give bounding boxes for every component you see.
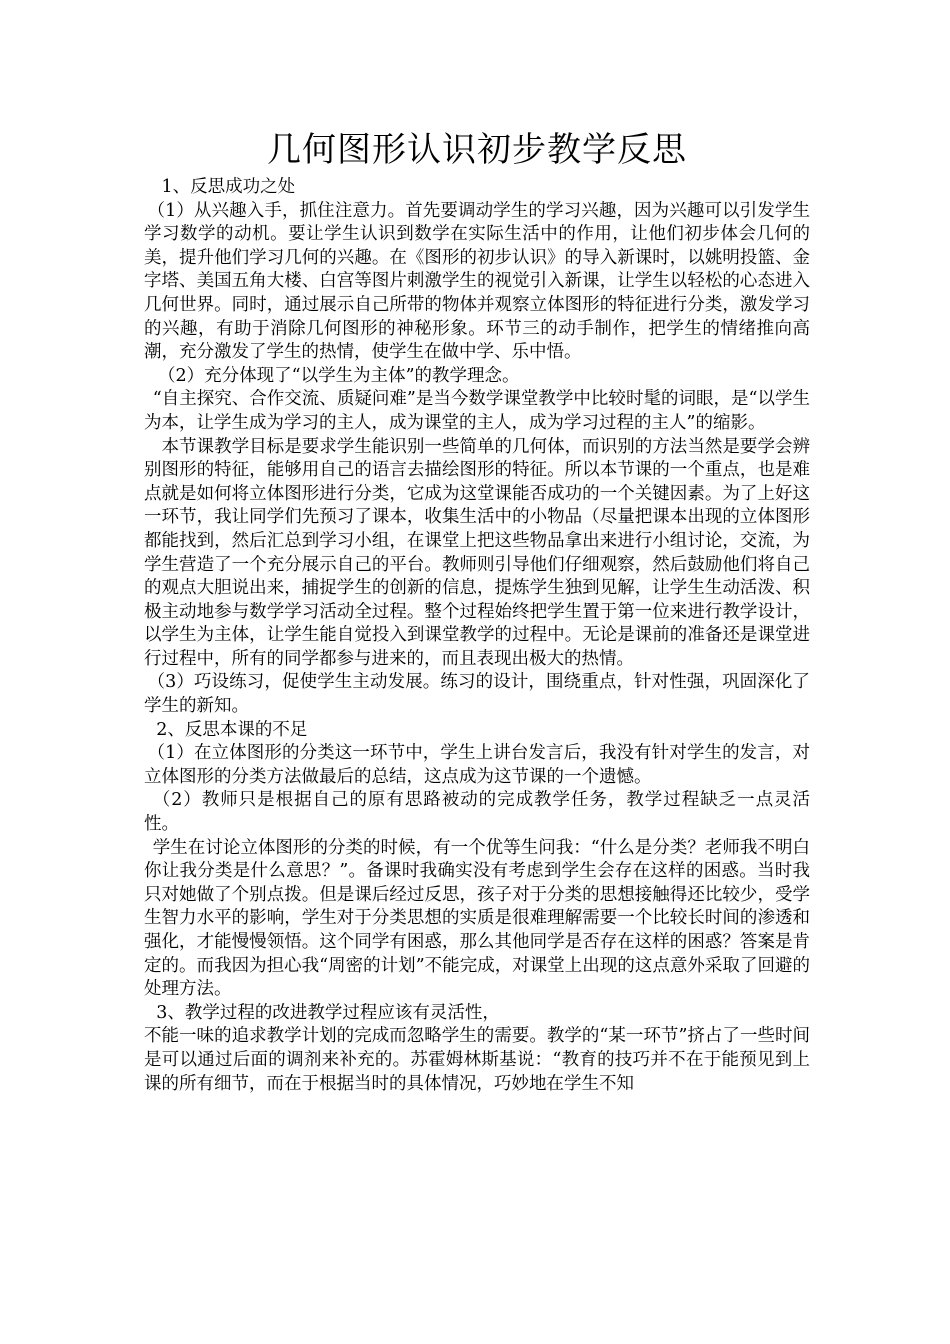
paragraph-4: “自主探究、合作交流、质疑问难”是当今数学课堂教学中比较时髦的词眼，是“以学生为本，让学生成为学习的主人，成为课堂的主人，成为学习过程的主人”的缩影。 [144,389,810,433]
paragraph-12: 不能一味的追求教学计划的完成而忽略学生的需要。教学的“某一环节”挤占了一些时间是可以通过后面的调剂来补充的。苏霍姆林斯基说：“教育的技巧并不在于能预见到上课的所有细节，而在于根据当时的具体情况，巧妙地在学生不知 [144,1026,810,1094]
paragraph-2: （1）从兴趣入手，抓住注意力。首先要调动学生的学习兴趣，因为兴趣可以引发学生学习数学的动机。要让学生认识到数学在实际生活中的作用，让他们初步体会几何的美，提升他们学习几何的兴趣。在《图形的初步认识》的导入新课时，以姚明投篮、金字塔、美国五角大楼、白宫等图片刺激学生的视觉引入新课，让学生以轻松的心态进入几何世界。同时，通过展示自己所带的物体并观察立体图形的特征进行分类，激发学习的兴趣，有助于消除几何图形的神秘形象。环节三的动手制作，把学生的情绪推向高潮，充分激发了学生的热情，使学生在做中学、乐中悟。 [144,200,810,363]
document-page [144,128,810,1096]
paragraph-7: 2、反思本课的不足 [156,719,308,740]
paragraph-10: 学生在讨论立体图形的分类的时候，有一个优等生问我：“什么是分类？老师我不明白你让我分类是什么意思？”。备课时我确实没有考虑到学生会存在这样的困惑。当时我只对她做了个别点拨。但是课后经过反思，孩子对于分类的思想接触得还比较少，受学生智力水平的影响，学生对于分类思想的实质是很难理解需要一个比较长时间的渗透和强化，才能慢慢领悟。这个同学有困惑，那么其他同学是否存在这样的困惑？答案是肯定的。而我因为担心我“周密的计划”不能完成，对课堂上出现的这点意外采取了回避的处理方法。 [144,837,810,1000]
document-title: 几何图形认识初步教学反思 [267,130,687,170]
paragraph-9: （2）教师只是根据自己的原有思路被动的完成教学任务，教学过程缺乏一点灵活性。 [144,790,810,835]
document-body [144,176,810,1096]
paragraph-3: （2）充分体现了“以学生为主体”的教学理念。 [158,365,520,386]
paragraph-11: 3、教学过程的改进教学过程应该有灵活性， [156,1002,500,1023]
paragraph-1: 1、反思成功之处 [161,177,296,197]
paragraph-6: （3）巧设练习，促使学生主动发展。练习的设计，围绕重点，针对性强，巩固深化了学生的新知。 [144,672,810,717]
paragraph-5: 本节课教学目标是要求学生能识别一些简单的几何体，而识别的方法当然是要学会辨别图形的特征，能够用自己的语言去描绘图形的特征。所以本节课的一个重点，也是难点就是如何将立体图形进行分类，它成为这堂课能否成功的一个关键因素。为了上好这一环节，我让同学们先预习了课本，收集生活中的小物品（尽量把课本出现的立体图形都能找到，然后汇总到学习小组，在课堂上把这些物品拿出来进行小组讨论，交流，为学生营造了一个充分展示自己的平台。教师则引导他们仔细观察，然后鼓励他们将自己的观点大胆说出来，捕捉学生的创新的信息，提炼学生独到见解，让学生生动活泼、积极主动地参与数学学习活动全过程。整个过程始终把学生置于第一位来进行教学设计，以学生为主体，让学生能自觉投入到课堂教学的过程中。无论是课前的准备还是课堂进行过程中，所有的同学都参与进来的，而且表现出极大的热情。 [144,436,810,669]
paragraph-8: （1）在立体图形的分类这一环节中，学生上讲台发言后，我没有针对学生的发言，对立体图形的分类方法做最后的总结，这点成为这节课的一个遗憾。 [144,743,810,787]
